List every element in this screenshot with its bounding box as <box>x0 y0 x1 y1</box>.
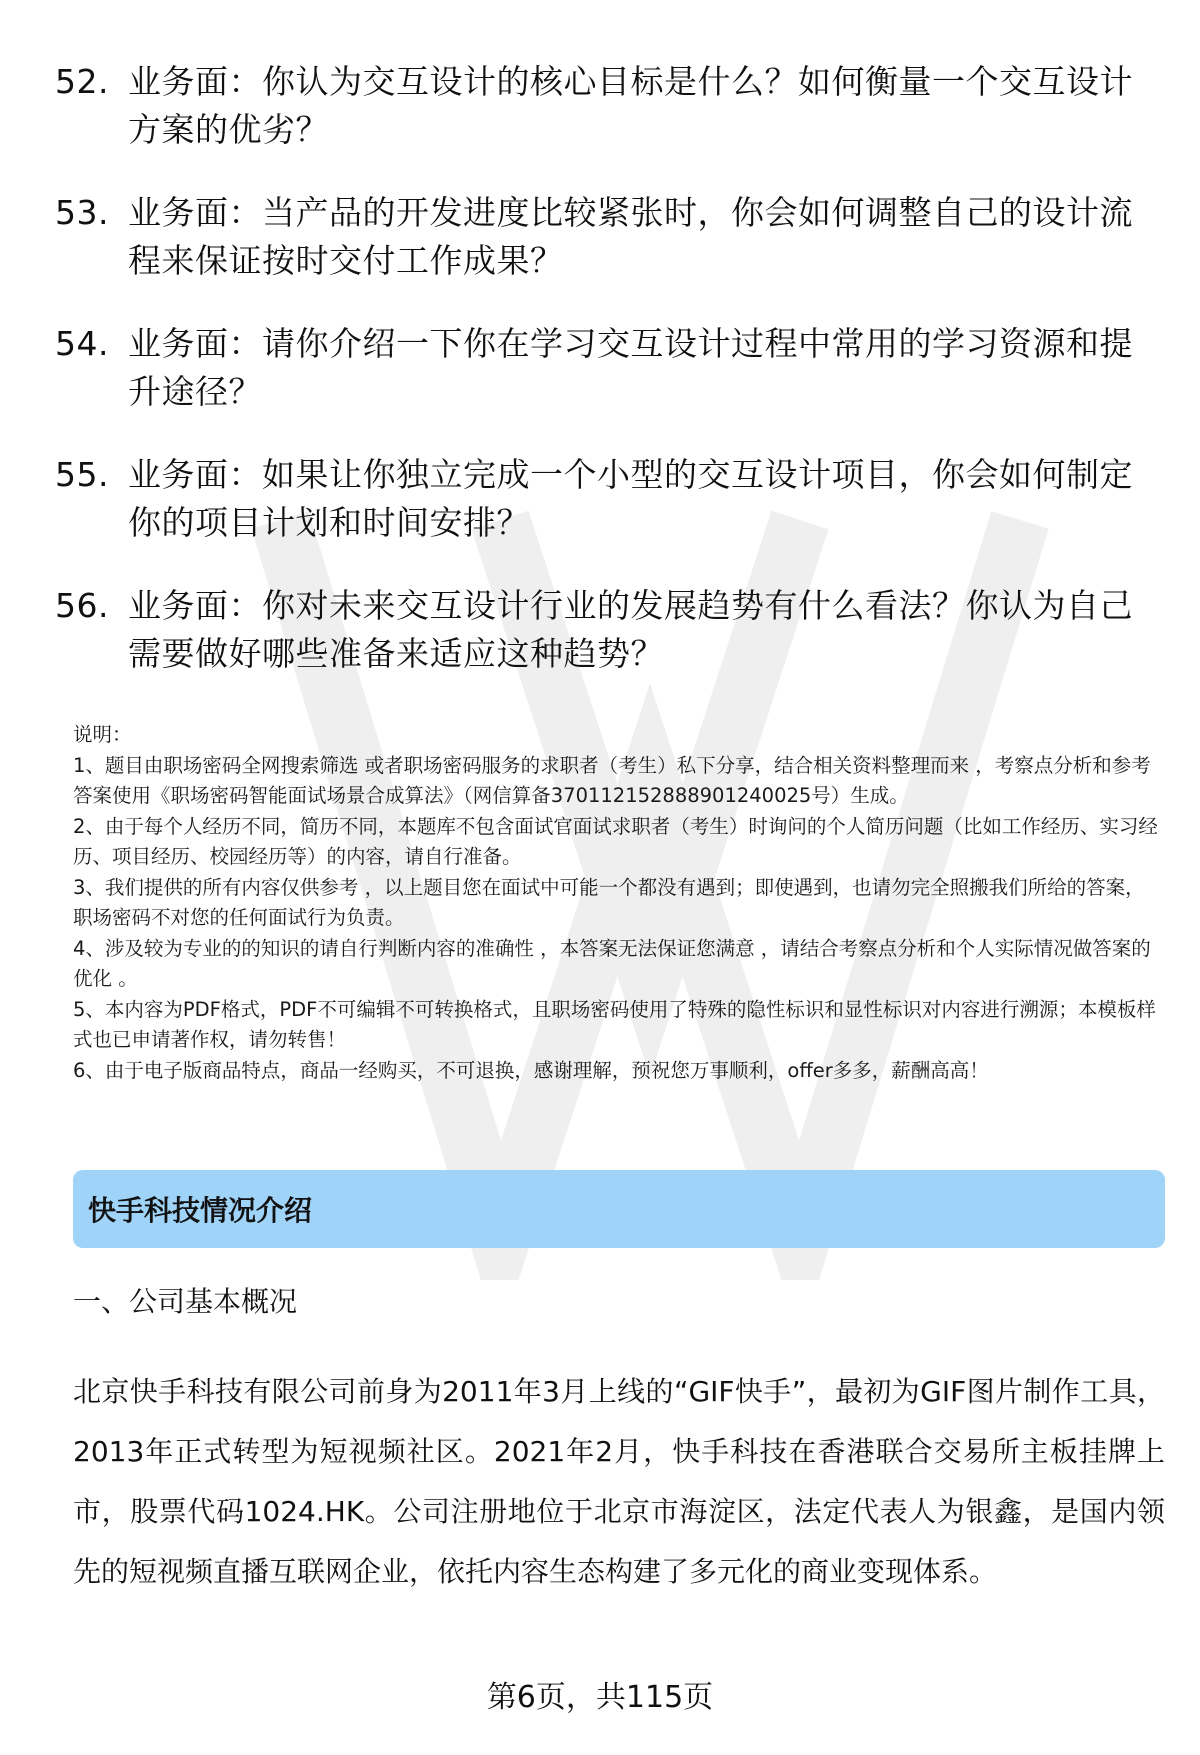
question-item <box>0 451 1200 547</box>
question-number: 55. <box>55 455 109 494</box>
question-item <box>0 582 1200 678</box>
note-item: 3、我们提供的所有内容仅供参考 ，以上题目您在面试中可能一个都没有遇到；即使遇到，也请勿完全照搬我们所给的答案，职场密码不对您的任何面试行为负责。 <box>73 875 1145 929</box>
question-list <box>0 58 1200 713</box>
question-text: 业务面：你对未来交互设计行业的发展趋势有什么看法？你认为自己需要做好哪些准备来适应这种趋势？ <box>128 586 1133 673</box>
section-header-bar <box>73 1170 1165 1248</box>
subheading: 一、公司基本概况 <box>73 1285 298 1318</box>
question-number: 53. <box>55 193 109 232</box>
note-item: 6、由于电子版商品特点，商品一经购买，不可退换，感谢理解，预祝您万事顺利，offer多多，薪酬高高！ <box>73 1058 989 1082</box>
question-item <box>0 189 1200 285</box>
notes-title: 说明： <box>73 723 132 746</box>
question-number: 54. <box>55 324 109 363</box>
company-overview-paragraph: 北京快手科技有限公司前身为2011年3月上线的“GIF快手”，最初为GIF图片制作工具，2013年正式转型为短视频社区。2021年2月，快手科技在香港联合交易所主板挂牌上市，股票代码1024.HK。公司注册地位于北京市海淀区，法定代表人为银鑫，是国内领先的短视频直播互联网企业，依托内容生态构建了多元化的商业变现体系。 <box>73 1375 1165 1588</box>
note-item: 4、涉及较为专业的的知识的请自行判断内容的准确性 ，本答案无法保证您满意 ，请结合考察点分析和个人实际情况做答案的优化 。 <box>73 936 1151 990</box>
question-text: 业务面：你认为交互设计的核心目标是什么？如何衡量一个交互设计方案的优劣？ <box>128 62 1133 149</box>
note-item: 5、本内容为PDF格式，PDF不可编辑不可转换格式，且职场密码使用了特殊的隐性标识和显性标识对内容进行溯源；本模板样式也已申请著作权，请勿转售！ <box>73 997 1156 1051</box>
section-title: 快手科技情况介绍 <box>88 1194 313 1227</box>
question-text: 业务面：当产品的开发进度比较紧张时，你会如何调整自己的设计流程来保证按时交付工作成果？ <box>128 193 1133 280</box>
page-number: 第6页，共115页 <box>486 1680 714 1715</box>
question-item <box>0 320 1200 416</box>
notes-block <box>73 720 1163 1086</box>
question-text: 业务面：请你介绍一下你在学习交互设计过程中常用的学习资源和提升途径？ <box>128 324 1133 411</box>
note-item: 2、由于每个人经历不同，简历不同，本题库不包含面试官面试求职者（考生）时询问的个人简历问题（比如工作经历、实习经历、项目经历、校园经历等）的内容，请自行准备。 <box>73 814 1158 868</box>
question-number: 56. <box>55 586 109 625</box>
question-text: 业务面：如果让你独立完成一个小型的交互设计项目，你会如何制定你的项目计划和时间安排？ <box>128 455 1133 542</box>
note-item: 1、题目由职场密码全网搜索筛选 或者职场密码服务的求职者（考生）私下分享，结合相关资料整理而来 ，考察点分析和参考答案使用《职场密码智能面试场景合成算法》（网信算备370112152888901240025号）生成。 <box>73 753 1151 807</box>
question-number: 52. <box>55 62 109 101</box>
question-item <box>0 58 1200 154</box>
